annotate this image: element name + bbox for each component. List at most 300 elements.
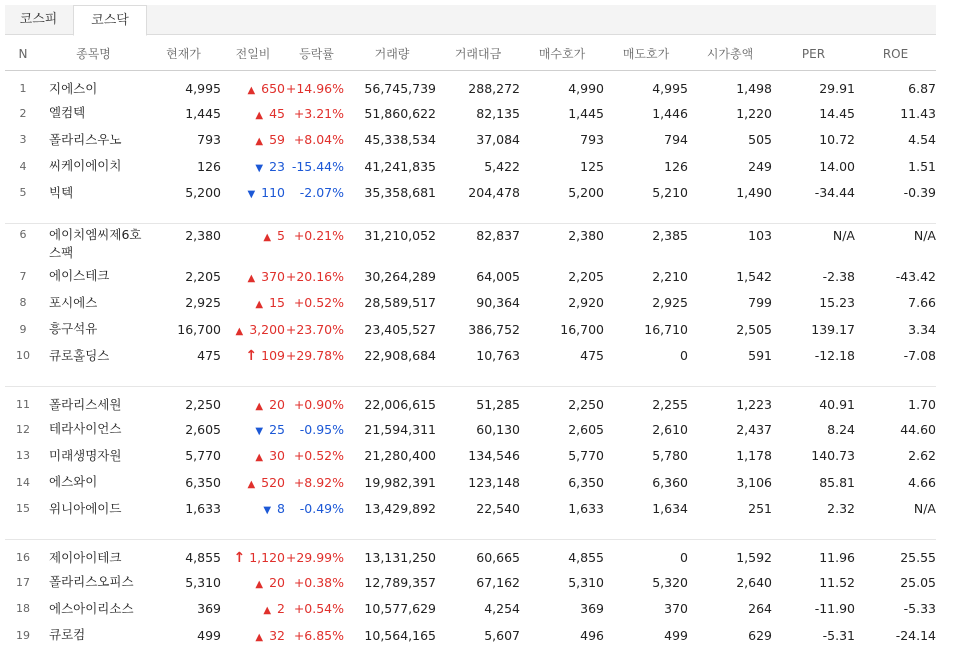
col-header-n: N xyxy=(5,38,41,70)
rate-value: -2.07% xyxy=(299,185,344,201)
table-header-row xyxy=(5,38,936,70)
change-value: 109 xyxy=(261,347,285,363)
table-row xyxy=(5,596,936,623)
per-value: 14.00 xyxy=(819,158,855,174)
ask-price: 5,210 xyxy=(652,185,688,201)
group-separator xyxy=(5,522,936,539)
price-change xyxy=(221,100,285,127)
row-number: 12 xyxy=(16,422,30,436)
table-row xyxy=(5,127,936,154)
per-value: -11.90 xyxy=(814,601,855,617)
market-cap: 2,640 xyxy=(736,574,772,590)
arrow-up-limit-icon: ↑ xyxy=(233,549,246,566)
change-value: 3,200 xyxy=(249,321,285,337)
roe-value: 3.34 xyxy=(908,321,936,337)
change-value: 5 xyxy=(277,227,285,243)
market-cap: 3,106 xyxy=(736,474,772,490)
bid-price: 4,855 xyxy=(568,550,604,566)
trade-volume: 45,338,534 xyxy=(364,132,436,148)
market-cap: 505 xyxy=(748,132,772,148)
price-change xyxy=(221,596,285,623)
table-row xyxy=(5,539,936,569)
bid-price: 6,350 xyxy=(568,474,604,490)
rate-value: +29.99% xyxy=(285,550,344,566)
trade-amount: 37,084 xyxy=(476,132,520,148)
triangle-up-icon: ▲ xyxy=(263,605,272,617)
market-cap: 249 xyxy=(748,158,772,174)
price-change xyxy=(221,622,285,648)
table-row xyxy=(5,496,936,523)
market-cap: 2,505 xyxy=(736,321,772,337)
market-cap: 2,437 xyxy=(736,421,772,437)
price-change xyxy=(221,127,285,154)
roe-value: N/A xyxy=(913,501,936,517)
trade-amount: 10,763 xyxy=(476,348,520,364)
current-price: 4,995 xyxy=(185,81,221,97)
trade-amount: 60,130 xyxy=(476,421,520,437)
separator-cell xyxy=(5,369,936,386)
price-change xyxy=(221,469,285,496)
stock-name-link[interactable]: 씨케이에이치 xyxy=(49,158,122,174)
change-value: 45 xyxy=(269,105,285,121)
change-rate xyxy=(285,223,348,263)
stock-name-link[interactable]: 에스아이리소스 xyxy=(49,600,134,616)
rate-value: -0.95% xyxy=(299,421,344,437)
table-row xyxy=(5,386,936,416)
price-change xyxy=(221,539,285,569)
table-row xyxy=(5,443,936,470)
change-rate xyxy=(285,496,348,523)
per-value: N/A xyxy=(832,227,855,243)
market-cap: 1,592 xyxy=(736,550,772,566)
change-rate xyxy=(285,100,348,127)
trade-amount: 22,540 xyxy=(476,501,520,517)
bid-price: 496 xyxy=(580,627,604,643)
current-price: 793 xyxy=(197,132,221,148)
row-number: 18 xyxy=(16,602,30,616)
roe-value: 4.66 xyxy=(908,474,936,490)
row-number: 13 xyxy=(16,449,30,463)
current-price: 1,445 xyxy=(185,105,221,121)
roe-value: 1.51 xyxy=(908,158,936,174)
bid-price: 125 xyxy=(580,158,604,174)
change-rate xyxy=(285,443,348,470)
market-cap: 264 xyxy=(748,601,772,617)
roe-value: 44.60 xyxy=(900,421,936,437)
col-header-ask: 매도호가 xyxy=(604,38,688,70)
trade-volume: 21,280,400 xyxy=(364,448,436,464)
ask-price: 499 xyxy=(664,627,688,643)
stock-name-link[interactable]: 지에스이 xyxy=(49,80,98,96)
price-change xyxy=(221,569,285,596)
current-price: 2,605 xyxy=(185,421,221,437)
stock-name-link[interactable]: 흥구석유 xyxy=(49,321,98,337)
ask-price: 2,385 xyxy=(652,227,688,243)
market-cap: 799 xyxy=(748,295,772,311)
triangle-up-icon: ▲ xyxy=(247,272,256,284)
bid-price: 2,380 xyxy=(568,227,604,243)
row-number: 3 xyxy=(19,133,27,147)
separator-cell xyxy=(5,522,936,539)
current-price: 2,380 xyxy=(185,227,221,243)
change-value: 650 xyxy=(261,81,285,97)
market-cap: 1,223 xyxy=(736,397,772,413)
ask-price: 4,995 xyxy=(652,81,688,97)
per-value: 14.45 xyxy=(819,105,855,121)
rate-value: +0.38% xyxy=(293,574,344,590)
market-tab-bar xyxy=(5,5,936,35)
market-cap: 103 xyxy=(748,227,772,243)
trade-amount: 386,752 xyxy=(468,321,520,337)
trade-amount: 51,285 xyxy=(476,397,520,413)
col-header-change: 전일비 xyxy=(221,38,285,70)
triangle-up-icon: ▲ xyxy=(255,578,264,590)
bid-price: 369 xyxy=(580,601,604,617)
change-value: 520 xyxy=(261,474,285,490)
roe-value: -5.33 xyxy=(903,601,936,617)
bid-price: 5,310 xyxy=(568,574,604,590)
ask-price: 2,610 xyxy=(652,421,688,437)
triangle-down-icon: ▼ xyxy=(263,505,272,517)
ask-price: 1,446 xyxy=(652,105,688,121)
roe-value: 25.05 xyxy=(900,574,936,590)
trade-amount: 82,135 xyxy=(476,105,520,121)
change-value: 110 xyxy=(261,185,285,201)
change-rate xyxy=(285,263,348,290)
table-row xyxy=(5,153,936,180)
change-value: 59 xyxy=(269,132,285,148)
col-header-market-cap: 시가총액 xyxy=(688,38,772,70)
ask-price: 370 xyxy=(664,601,688,617)
trade-volume: 23,405,527 xyxy=(364,321,436,337)
rate-value: +23.70% xyxy=(285,321,344,337)
rate-value: +3.21% xyxy=(293,105,344,121)
ask-price: 5,320 xyxy=(652,574,688,590)
trade-amount: 64,005 xyxy=(476,268,520,284)
change-value: 32 xyxy=(269,627,285,643)
trade-amount: 82,837 xyxy=(476,227,520,243)
roe-value: 2.62 xyxy=(908,448,936,464)
col-header-roe: ROE xyxy=(855,38,936,70)
row-number: 4 xyxy=(19,159,27,173)
ask-price: 126 xyxy=(664,158,688,174)
change-value: 30 xyxy=(269,448,285,464)
rate-value: +6.85% xyxy=(293,627,344,643)
change-value: 20 xyxy=(269,574,285,590)
trade-amount: 204,478 xyxy=(468,185,520,201)
trade-amount: 60,665 xyxy=(476,550,520,566)
trade-amount: 4,254 xyxy=(484,601,520,617)
table-row xyxy=(5,316,936,343)
roe-value: -43.42 xyxy=(895,268,936,284)
bid-price: 5,770 xyxy=(568,448,604,464)
roe-value: N/A xyxy=(913,227,936,243)
change-rate xyxy=(285,127,348,154)
current-price: 2,205 xyxy=(185,268,221,284)
col-header-volume: 거래량 xyxy=(348,38,436,70)
ask-price: 2,210 xyxy=(652,268,688,284)
row-number: 8 xyxy=(19,296,27,310)
roe-value: -7.08 xyxy=(903,348,936,364)
trade-volume: 22,006,615 xyxy=(364,397,436,413)
per-value: -5.31 xyxy=(822,627,855,643)
row-number: 6 xyxy=(19,227,27,241)
change-rate xyxy=(285,569,348,596)
current-price: 2,250 xyxy=(185,397,221,413)
trade-amount: 90,364 xyxy=(476,295,520,311)
price-change xyxy=(221,263,285,290)
current-price: 5,310 xyxy=(185,574,221,590)
price-change xyxy=(221,496,285,523)
roe-value: 25.55 xyxy=(900,550,936,566)
rate-value: +0.52% xyxy=(293,295,344,311)
triangle-up-icon: ▲ xyxy=(247,85,256,97)
current-price: 1,633 xyxy=(185,501,221,517)
per-value: 2.32 xyxy=(827,501,855,517)
row-number: 16 xyxy=(16,551,30,565)
bid-price: 475 xyxy=(580,348,604,364)
trade-volume: 31,210,052 xyxy=(364,227,436,243)
trade-volume: 56,745,739 xyxy=(364,81,436,97)
per-value: 29.91 xyxy=(819,81,855,97)
ask-price: 6,360 xyxy=(652,474,688,490)
ask-price: 0 xyxy=(680,550,688,566)
table-row xyxy=(5,263,936,290)
bid-price: 1,633 xyxy=(568,501,604,517)
col-header-rate: 등락률 xyxy=(285,38,348,70)
triangle-up-icon: ▲ xyxy=(255,401,264,413)
stock-ranking-table xyxy=(5,38,936,648)
tab-kosdaq[interactable]: 코스닥 xyxy=(73,5,147,36)
row-number: 5 xyxy=(19,186,27,200)
trade-volume: 22,908,684 xyxy=(364,348,436,364)
market-cap: 251 xyxy=(748,501,772,517)
current-price: 126 xyxy=(197,158,221,174)
change-rate xyxy=(285,70,348,100)
current-price: 16,700 xyxy=(177,321,221,337)
ask-price: 2,255 xyxy=(652,397,688,413)
current-price: 5,770 xyxy=(185,448,221,464)
trade-volume: 13,429,892 xyxy=(364,501,436,517)
rate-value: +0.21% xyxy=(293,227,344,243)
row-number: 19 xyxy=(16,628,30,642)
roe-value: 1.70 xyxy=(908,397,936,413)
per-value: 15.23 xyxy=(819,295,855,311)
stock-name-link[interactable]: 제이아이테크 xyxy=(49,549,122,565)
arrow-up-limit-icon: ↑ xyxy=(245,347,258,364)
trade-volume: 35,358,681 xyxy=(364,185,436,201)
triangle-up-icon: ▲ xyxy=(255,136,264,148)
row-number: 11 xyxy=(16,398,30,412)
rate-value: +8.04% xyxy=(293,132,344,148)
change-rate xyxy=(285,622,348,648)
row-number: 10 xyxy=(16,349,30,363)
row-number: 17 xyxy=(16,575,30,589)
price-change xyxy=(221,443,285,470)
trade-amount: 5,607 xyxy=(484,627,520,643)
change-value: 23 xyxy=(269,158,285,174)
trade-amount: 67,162 xyxy=(476,574,520,590)
triangle-up-icon: ▲ xyxy=(247,478,256,490)
rate-value: -15.44% xyxy=(291,158,344,174)
bid-price: 2,605 xyxy=(568,421,604,437)
change-rate xyxy=(285,416,348,443)
current-price: 2,925 xyxy=(185,295,221,311)
rate-value: +14.96% xyxy=(285,81,344,97)
change-rate xyxy=(285,539,348,569)
trade-volume: 21,594,311 xyxy=(364,421,436,437)
separator-cell xyxy=(5,206,936,223)
bid-price: 5,200 xyxy=(568,185,604,201)
trade-volume: 28,589,517 xyxy=(364,295,436,311)
stock-name-link[interactable]: 테라사이언스 xyxy=(49,421,122,437)
stock-name-link[interactable]: 위니아에이드 xyxy=(49,500,122,516)
per-value: 40.91 xyxy=(819,397,855,413)
table-row xyxy=(5,622,936,648)
col-header-name: 종목명 xyxy=(41,38,146,70)
price-change xyxy=(221,290,285,317)
stock-name-link[interactable]: 큐로홀딩스 xyxy=(49,347,110,363)
current-price: 5,200 xyxy=(185,185,221,201)
market-cap: 1,178 xyxy=(736,448,772,464)
roe-value: 4.54 xyxy=(908,132,936,148)
change-value: 8 xyxy=(277,501,285,517)
current-price: 499 xyxy=(197,627,221,643)
change-rate xyxy=(285,343,348,370)
row-number: 15 xyxy=(16,502,30,516)
table-row xyxy=(5,223,936,263)
stock-name-link[interactable]: 에스와이 xyxy=(49,474,98,490)
price-change xyxy=(221,343,285,370)
rate-value: +0.52% xyxy=(293,448,344,464)
bid-price: 1,445 xyxy=(568,105,604,121)
bid-price: 2,205 xyxy=(568,268,604,284)
table-row xyxy=(5,100,936,127)
table-row xyxy=(5,469,936,496)
roe-value: 7.66 xyxy=(908,295,936,311)
table-row xyxy=(5,180,936,207)
change-rate xyxy=(285,153,348,180)
stock-name-link[interactable]: 에이스테크 xyxy=(49,268,110,284)
current-price: 4,855 xyxy=(185,550,221,566)
price-change xyxy=(221,180,285,207)
trade-volume: 12,789,357 xyxy=(364,574,436,590)
change-value: 25 xyxy=(269,421,285,437)
rate-value: +0.90% xyxy=(293,397,344,413)
ask-price: 794 xyxy=(664,132,688,148)
triangle-up-icon: ▲ xyxy=(255,299,264,311)
triangle-up-icon: ▲ xyxy=(235,325,244,337)
stock-name-link[interactable]: 빅텍 xyxy=(49,184,74,200)
table-row xyxy=(5,343,936,370)
change-rate xyxy=(285,386,348,416)
stock-name-link[interactable]: 포시에스 xyxy=(49,294,98,310)
col-header-price: 현재가 xyxy=(146,38,221,70)
stock-name-link[interactable]: 엘컴텍 xyxy=(49,105,86,121)
trade-volume: 51,860,622 xyxy=(364,105,436,121)
ask-price: 2,925 xyxy=(652,295,688,311)
roe-value: -0.39 xyxy=(903,185,936,201)
bid-price: 2,250 xyxy=(568,397,604,413)
per-value: -12.18 xyxy=(814,348,855,364)
triangle-down-icon: ▼ xyxy=(247,189,256,201)
market-cap: 1,498 xyxy=(736,81,772,97)
triangle-up-icon: ▲ xyxy=(263,231,272,243)
roe-value: 6.87 xyxy=(908,81,936,97)
per-value: -34.44 xyxy=(814,185,855,201)
ask-price: 16,710 xyxy=(644,321,688,337)
trade-volume: 13,131,250 xyxy=(364,550,436,566)
market-cap: 629 xyxy=(748,627,772,643)
stock-name-link[interactable]: 미래생명자원 xyxy=(49,447,122,463)
row-number: 14 xyxy=(16,475,30,489)
trade-amount: 134,546 xyxy=(468,448,520,464)
stock-name-link[interactable]: 폴라리스오피스 xyxy=(49,574,134,590)
col-header-per: PER xyxy=(772,38,855,70)
stock-name-link[interactable]: 폴라리스세원 xyxy=(49,396,122,412)
roe-value: 11.43 xyxy=(900,105,936,121)
stock-name-link[interactable]: 에이치엠씨제6호스팩 xyxy=(49,226,142,260)
per-value: 140.73 xyxy=(811,448,855,464)
price-change xyxy=(221,70,285,100)
triangle-up-icon: ▲ xyxy=(255,109,264,121)
change-value: 20 xyxy=(269,397,285,413)
per-value: -2.38 xyxy=(822,268,855,284)
current-price: 6,350 xyxy=(185,474,221,490)
row-number: 2 xyxy=(19,106,27,120)
change-rate xyxy=(285,469,348,496)
bid-price: 793 xyxy=(580,132,604,148)
triangle-up-icon: ▲ xyxy=(255,452,264,464)
market-cap: 591 xyxy=(748,348,772,364)
current-price: 475 xyxy=(197,348,221,364)
row-number: 9 xyxy=(19,322,27,336)
price-change xyxy=(221,223,285,263)
rate-value: +20.16% xyxy=(285,268,344,284)
per-value: 139.17 xyxy=(811,321,855,337)
market-cap: 1,490 xyxy=(736,185,772,201)
change-rate xyxy=(285,596,348,623)
table-row xyxy=(5,416,936,443)
trade-amount: 5,422 xyxy=(484,158,520,174)
price-change xyxy=(221,386,285,416)
per-value: 11.52 xyxy=(819,574,855,590)
per-value: 10.72 xyxy=(819,132,855,148)
stock-name-link[interactable]: 큐로컴 xyxy=(49,627,86,643)
bid-price: 4,990 xyxy=(568,81,604,97)
rate-value: +29.78% xyxy=(285,348,344,364)
col-header-amount: 거래대금 xyxy=(436,38,520,70)
rate-value: +0.54% xyxy=(293,601,344,617)
change-rate xyxy=(285,290,348,317)
trade-volume: 30,264,289 xyxy=(364,268,436,284)
group-separator xyxy=(5,369,936,386)
change-rate xyxy=(285,180,348,207)
stock-name-link[interactable]: 폴라리스우노 xyxy=(49,131,122,147)
market-cap: 1,542 xyxy=(736,268,772,284)
table-row xyxy=(5,70,936,100)
change-value: 1,120 xyxy=(249,549,285,565)
rate-value: -0.49% xyxy=(299,501,344,517)
roe-value: -24.14 xyxy=(895,627,936,643)
change-value: 370 xyxy=(261,268,285,284)
tab-kospi[interactable]: 코스피 xyxy=(19,12,58,27)
trade-volume: 41,241,835 xyxy=(364,158,436,174)
per-value: 11.96 xyxy=(819,550,855,566)
col-header-bid: 매수호가 xyxy=(520,38,604,70)
current-price: 369 xyxy=(197,601,221,617)
trade-amount: 288,272 xyxy=(468,81,520,97)
